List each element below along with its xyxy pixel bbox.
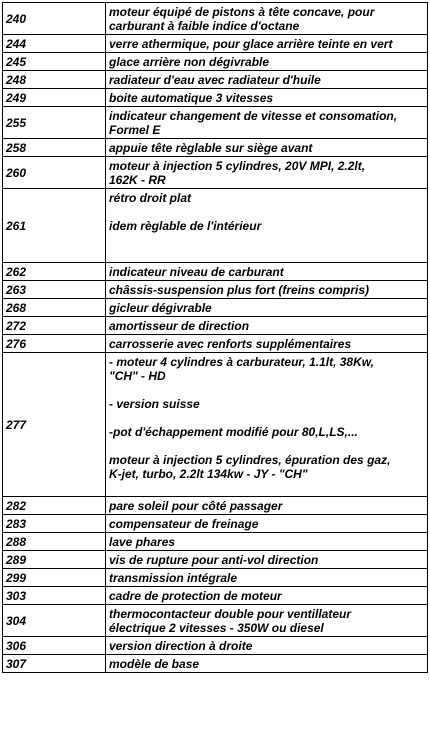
- option-code: 268: [3, 299, 106, 317]
- description-line: moteur à injection 5 cylindres, 20V MPI, 2.2lt,: [109, 159, 366, 173]
- description-line: K-jet, turbo, 2.2lt 134kw - JY - "CH": [109, 467, 308, 481]
- description-line: glace arrière non dégivrable: [109, 55, 270, 69]
- option-code: 244: [3, 35, 106, 53]
- description-line: vis de rupture pour anti-vol direction: [109, 553, 319, 567]
- description-line: thermocontacteur double pour ventillateur: [109, 607, 352, 621]
- description-line: indicateur changement de vitesse et consomation,: [109, 109, 398, 123]
- table-row: [3, 533, 428, 551]
- option-code: 307: [3, 655, 106, 673]
- table-row: [3, 605, 428, 637]
- option-description: [106, 107, 428, 139]
- option-description: [106, 353, 428, 497]
- description-line: [109, 481, 424, 495]
- table-row: [3, 515, 428, 533]
- table-row: [3, 335, 428, 353]
- description-line: - version suisse: [109, 397, 200, 411]
- table-row: [3, 497, 428, 515]
- description-line: amortisseur de direction: [109, 319, 250, 333]
- table-row: [3, 551, 428, 569]
- option-code: 262: [3, 263, 106, 281]
- option-code: 248: [3, 71, 106, 89]
- table-row: [3, 637, 428, 655]
- description-line: gicleur dégivrable: [109, 301, 212, 315]
- option-description: [106, 587, 428, 605]
- option-description: [106, 189, 428, 263]
- table-row: [3, 569, 428, 587]
- option-description: [106, 551, 428, 569]
- description-line: boite automatique 3 vitesses: [109, 91, 274, 105]
- description-line: radiateur d'eau avec radiateur d'huile: [109, 73, 321, 87]
- table-row: [3, 655, 428, 673]
- description-line: verre athermique, pour glace arrière teinte en vert: [109, 37, 393, 51]
- option-description: [106, 569, 428, 587]
- description-line: rétro droit plat: [109, 191, 192, 205]
- option-description: [106, 317, 428, 335]
- table-row: [3, 587, 428, 605]
- option-code: 245: [3, 53, 106, 71]
- description-line: [109, 383, 424, 397]
- option-description: [106, 335, 428, 353]
- option-description: [106, 533, 428, 551]
- description-line: châssis-suspension plus fort (freins compris): [109, 283, 370, 297]
- table-row: [3, 71, 428, 89]
- description-line: -pot d'échappement modifié pour 80,L,LS,...: [109, 425, 358, 439]
- description-line: compensateur de freinage: [109, 517, 259, 531]
- description-line: [109, 411, 424, 425]
- table-row: [3, 139, 428, 157]
- description-line: moteur équipé de pistons à tête concave, pour: [109, 5, 375, 19]
- table-row: [3, 157, 428, 189]
- table-row: [3, 89, 428, 107]
- option-description: [106, 35, 428, 53]
- option-code: 277: [3, 353, 106, 497]
- option-description: [106, 637, 428, 655]
- description-line: pare soleil pour côté passager: [109, 499, 283, 513]
- description-line: [109, 247, 424, 261]
- option-code: 255: [3, 107, 106, 139]
- option-code: 258: [3, 139, 106, 157]
- option-description: [106, 53, 428, 71]
- description-line: idem règlable de l'intérieur: [109, 219, 262, 233]
- description-line: modèle de base: [109, 657, 200, 671]
- table-row: [3, 281, 428, 299]
- table-row: [3, 189, 428, 263]
- option-description: [106, 157, 428, 189]
- table-row: [3, 3, 428, 35]
- table-row: [3, 107, 428, 139]
- table-row: [3, 35, 428, 53]
- option-code: 283: [3, 515, 106, 533]
- option-description: [106, 515, 428, 533]
- description-line: électrique 2 vitesses - 350W ou diesel: [109, 621, 324, 635]
- description-line: carrosserie avec renforts supplémentaires: [109, 337, 352, 351]
- description-line: lave phares: [109, 535, 176, 549]
- description-line: carburant à faible indice d'octane: [109, 19, 300, 33]
- option-code: 289: [3, 551, 106, 569]
- option-description: [106, 3, 428, 35]
- table-row: [3, 53, 428, 71]
- description-line: appuie tête règlable sur siège avant: [109, 141, 313, 155]
- table-row: [3, 299, 428, 317]
- description-line: - moteur 4 cylindres à carburateur, 1.1lt, 38Kw,: [109, 355, 374, 369]
- description-line: [109, 233, 424, 247]
- option-code: 261: [3, 189, 106, 263]
- option-code: 263: [3, 281, 106, 299]
- description-line: transmission intégrale: [109, 571, 238, 585]
- option-description: [106, 299, 428, 317]
- table-body: [3, 3, 428, 673]
- option-description: [106, 281, 428, 299]
- option-code: 240: [3, 3, 106, 35]
- description-line: 162K - RR: [109, 173, 166, 187]
- option-code: 288: [3, 533, 106, 551]
- option-code: 260: [3, 157, 106, 189]
- description-line: indicateur niveau de carburant: [109, 265, 284, 279]
- option-code: 249: [3, 89, 106, 107]
- option-description: [106, 605, 428, 637]
- option-description: [106, 263, 428, 281]
- option-description: [106, 497, 428, 515]
- description-line: [109, 205, 424, 219]
- table-row: [3, 317, 428, 335]
- option-code: 282: [3, 497, 106, 515]
- options-code-table: [2, 2, 428, 673]
- description-line: cadre de protection de moteur: [109, 589, 282, 603]
- options-code-table-container: [2, 2, 428, 673]
- option-description: [106, 89, 428, 107]
- table-row: [3, 263, 428, 281]
- table-row: [3, 353, 428, 497]
- description-line: "CH" - HD: [109, 369, 166, 383]
- description-line: Formel E: [109, 123, 161, 137]
- option-code: 276: [3, 335, 106, 353]
- description-line: [109, 439, 424, 453]
- description-line: moteur à injection 5 cylindres, épuration des gaz,: [109, 453, 391, 467]
- option-description: [106, 71, 428, 89]
- option-code: 306: [3, 637, 106, 655]
- description-line: version direction à droite: [109, 639, 253, 653]
- option-code: 299: [3, 569, 106, 587]
- option-description: [106, 655, 428, 673]
- option-code: 272: [3, 317, 106, 335]
- option-code: 304: [3, 605, 106, 637]
- option-code: 303: [3, 587, 106, 605]
- option-description: [106, 139, 428, 157]
